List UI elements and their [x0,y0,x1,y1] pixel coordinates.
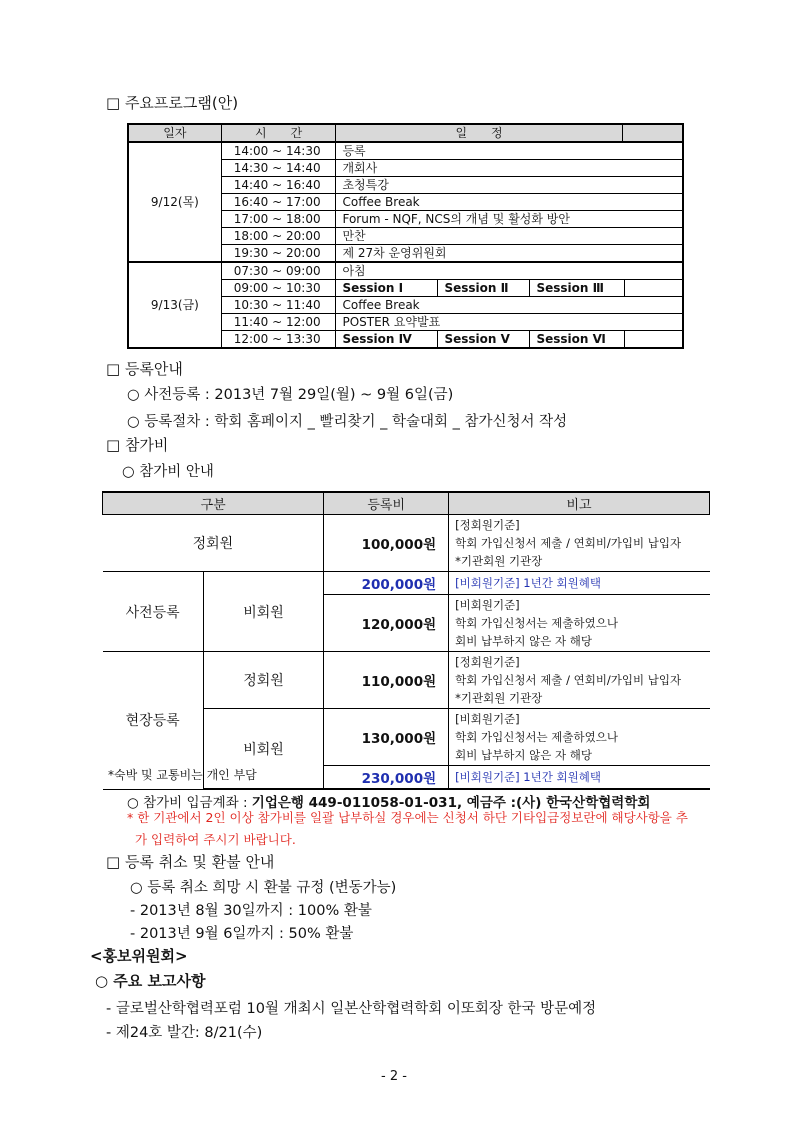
category-regular: 정회원 [103,515,324,572]
event-cell: Coffee Break [336,297,683,314]
time-cell: 07:30 ~ 09:00 [221,262,336,280]
note-onsite-a [449,709,710,766]
pr-item-1: - 글로벌산학협력포럼 10월 개최시 일본산학협력학회 이또회장 한국 방문예정 [106,1001,597,1017]
pr-heading: <홍보위원회> [90,947,188,965]
time-cell: 12:00 ~ 13:30 [221,331,336,349]
category-pre: 사전등록 [103,572,204,652]
day1-date: 9/12(목) [128,142,221,262]
sessions-cell [336,331,683,349]
table-row [128,142,683,160]
header-blank [622,124,683,142]
note-pre-a: [비회원기준] 1년간 회원혜택 [449,572,710,595]
sub-onsite-nonmember: 비회원 [203,709,324,790]
registration-period: ○ 사전등록 : 2013년 7월 29일(월) ~ 9월 6일(금) [127,387,454,403]
header-note: 비고 [449,492,710,515]
note-line: [정회원기준] [455,655,520,669]
note-line: *기관회원 기관장 [455,554,543,568]
warning-line-2: 가 입력하여 주시기 바랍니다. [135,832,296,847]
amount-regular: 100,000원 [324,515,449,572]
note-line: 학회 가입신청서는 제출하였으나 [455,730,618,744]
note-pre-b [449,595,710,652]
session-2: Session Ⅱ [438,280,530,296]
account-info: 기업은행 449-011058-01-031, 예금주 :(사) 한국산학협력학회 [251,795,651,811]
registration-procedure: ○ 등록절차 : 학회 홈페이지 _ 빨리찾기 _ 학술대회 _ 참가신청서 작성 [127,414,568,430]
header-date: 일자 [128,124,221,142]
amount-pre-a: 200,000원 [324,572,449,595]
time-cell: 14:30 ~ 14:40 [221,160,336,177]
amount-onsite-member: 110,000원 [324,652,449,709]
registration-heading: □ 등록안내 [106,360,183,378]
fee-footnote: *숙박 및 교통비는 개인 부담 [108,768,257,782]
time-cell: 17:00 ~ 18:00 [221,211,336,228]
sub-pre-nonmember: 비회원 [203,572,324,652]
sub-onsite-member: 정회원 [203,652,324,709]
refund-heading: □ 등록 취소 및 환불 안내 [106,853,275,871]
table-row [103,572,710,595]
header-category: 구분 [103,492,324,515]
amount-onsite-b: 230,000원 [324,766,449,790]
fee-header-row [103,492,710,515]
note-line: *기관회원 기관장 [455,691,543,705]
note-onsite-member [449,652,710,709]
event-cell: Forum - NQF, NCS의 개념 및 활성화 방안 [336,211,683,228]
note-line: 회비 납부하지 않은 자 해당 [455,748,592,762]
note-line: [정회원기준] [455,518,520,532]
note-line: 학회 가입신청서 제출 / 연회비/가입비 납입자 [455,536,682,550]
warning-line-1: * 한 기관에서 2인 이상 참가비를 일괄 납부하실 경우에는 신청서 하단 기타입금정보란에 해당사항을 추 [127,810,688,825]
event-cell: Coffee Break [336,194,683,211]
amount-onsite-a: 130,000원 [324,709,449,766]
note-line: [비회원기준] [455,598,520,612]
session-5: Session Ⅴ [438,331,530,347]
header-time: 시 간 [221,124,336,142]
session-4: Session Ⅳ [336,331,438,347]
event-cell: POSTER 요약발표 [336,314,683,331]
refund-item-2: - 2013년 9월 6일까지 : 50% 환불 [130,926,354,942]
event-cell: 만찬 [336,228,683,245]
session-3: Session Ⅲ [530,280,625,296]
program-heading: □ 주요프로그램(안) [106,94,239,112]
time-cell: 11:40 ~ 12:00 [221,314,336,331]
note-onsite-b: [비회원기준] 1년간 회원혜택 [449,766,710,790]
time-cell: 16:40 ~ 17:00 [221,194,336,211]
program-header-row [128,124,683,142]
event-cell: 등록 [336,142,683,160]
header-schedule: 일 정 [336,124,622,142]
time-cell: 19:30 ~ 20:00 [221,245,336,263]
day2-date: 9/13(금) [128,262,221,348]
pr-item-2: - 제24호 발간: 8/21(수) [106,1025,263,1041]
time-cell: 09:00 ~ 10:30 [221,280,336,297]
pr-subheading: ○ 주요 보고사항 [95,972,206,990]
fee-heading: □ 참가비 [106,436,169,454]
refund-item-1: - 2013년 8월 30일까지 : 100% 환불 [130,903,372,919]
header-amount: 등록비 [324,492,449,515]
time-cell: 10:30 ~ 11:40 [221,297,336,314]
time-cell: 14:40 ~ 16:40 [221,177,336,194]
page-number: - 2 - [381,1069,407,1084]
account-prefix: ○ 참가비 입금계좌 : [127,795,252,811]
event-cell: 초청특강 [336,177,683,194]
category-onsite: 현장등록 [103,652,204,790]
time-cell: 14:00 ~ 14:30 [221,142,336,160]
table-row [103,515,710,572]
table-row [103,652,710,709]
event-cell: 개회사 [336,160,683,177]
event-cell: 제 27차 운영위원회 [336,245,683,263]
session-6: Session Ⅵ [530,331,625,347]
time-cell: 18:00 ~ 20:00 [221,228,336,245]
amount-pre-b: 120,000원 [324,595,449,652]
note-line: 학회 가입신청서 제출 / 연회비/가입비 납입자 [455,673,682,687]
table-row [128,262,683,280]
program-table [127,123,684,349]
event-cell: 아침 [336,262,683,280]
note-line: 회비 납부하지 않은 자 해당 [455,634,592,648]
session-1: Session Ⅰ [336,280,438,296]
fee-table [102,491,710,790]
sessions-cell [336,280,683,297]
refund-rule: ○ 등록 취소 희망 시 환불 규정 (변동가능) [130,880,397,896]
note-line: [비회원기준] [455,712,520,726]
note-regular [449,515,710,572]
note-line: 학회 가입신청서는 제출하였으나 [455,616,618,630]
fee-subheading: ○ 참가비 안내 [122,464,214,480]
